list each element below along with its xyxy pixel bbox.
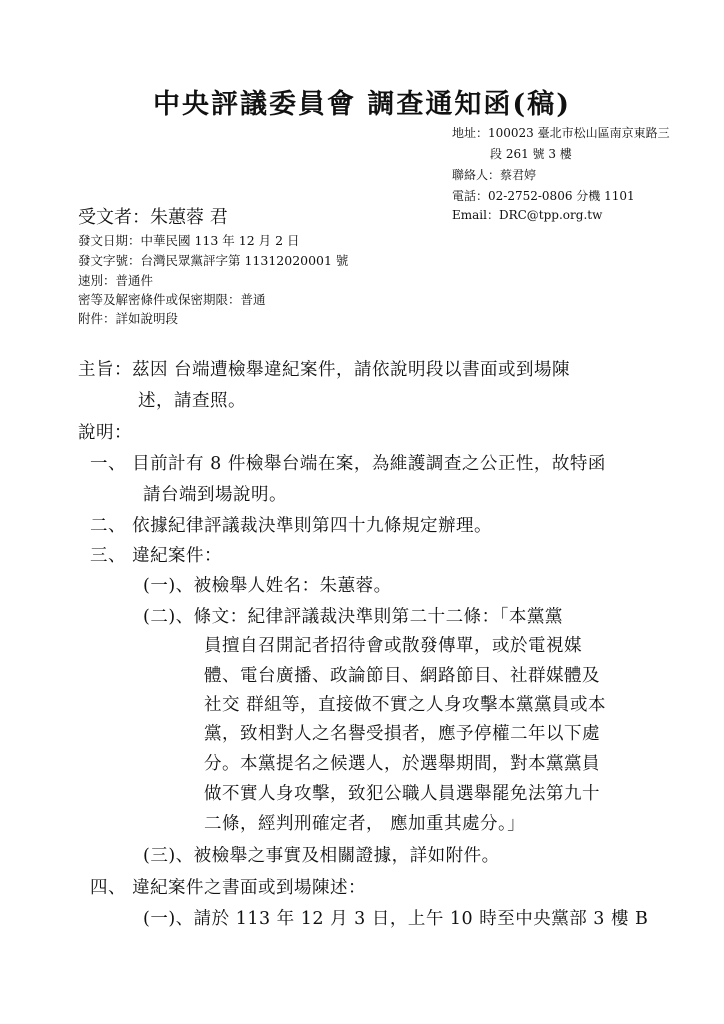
sender-phone: 電話：02-2752-0806 分機 1101 <box>452 189 635 203</box>
sender-address-line1: 地址：100023 臺北市松山區南京東路三 <box>452 126 670 140</box>
item-3-sub-2-line: 分。本黨提名之候選人，於選舉期間，對本黨黨員 <box>204 754 600 774</box>
item-3-sub-2-line: 黨，致相對人之名譽受損者，應予停權二年以下處 <box>204 724 600 744</box>
item-3-sub-2-line: 員擅自召開記者招待會或散發傳單，或於電視媒 <box>204 636 582 656</box>
document-number: 發文字號：台灣民眾黨評字第 11312020001 號 <box>78 253 349 268</box>
explanation-item-2: 二、 依據紀律評議裁決準則第四十九條規定辦理。 <box>90 516 493 536</box>
explanation-item-1-cont: 請台端到場說明。 <box>143 485 287 505</box>
item-3-sub-1: (一)、被檢舉人姓名：朱蕙蓉。 <box>143 576 392 596</box>
explanation-item-3: 三、 違紀案件： <box>90 546 223 566</box>
subject-line1: 主旨：茲因 台端遭檢舉違紀案件，請依說明段以書面或到場陳 <box>78 360 571 380</box>
delivery-speed: 速別：普通件 <box>78 273 154 288</box>
item-3-sub-2-line: 二條，經判刑確定者， 應加重其處分。」 <box>204 814 526 834</box>
explanation-heading: 說明： <box>78 423 132 443</box>
item-3-sub-2-line: 體、電台廣播、政論節目、網路節目、社群媒體及 <box>204 666 600 686</box>
subject-line2: 述，請查照。 <box>138 391 246 411</box>
issue-date: 發文日期：中華民國 113 年 12 月 2 日 <box>78 233 300 248</box>
explanation-item-1: 一、 目前計有 8 件檢舉台端在案，為維護調查之公正性，故特函 <box>90 454 606 474</box>
document-title: 中央評議委員會 調查通知函(稿) <box>153 89 571 120</box>
item-3-sub-2-line: 社交 群組等，直接做不實之人身攻擊本黨黨員或本 <box>204 695 607 715</box>
sender-contact: 聯絡人：蔡君婷 <box>452 168 537 182</box>
secrecy-level: 密等及解密條件或保密期限：普通 <box>78 292 266 307</box>
item-3-sub-3: (三)、被檢舉之事實及相關證據，詳如附件。 <box>143 846 500 866</box>
explanation-item-4: 四、 違紀案件之書面或到場陳述： <box>90 878 367 898</box>
sender-email: Email：DRC@tpp.org.tw <box>452 208 603 222</box>
item-3-sub-2-line: 做不實人身攻擊，致犯公職人員選舉罷免法第九十 <box>204 784 600 804</box>
recipient: 受文者：朱蕙蓉 君 <box>78 207 228 228</box>
attachment-note: 附件：詳如說明段 <box>78 311 179 326</box>
item-4-sub-1: (一)、請於 113 年 12 月 3 日，上午 10 時至中央黨部 3 樓 B <box>143 909 649 929</box>
item-3-sub-2-line: (二)、條文：紀律評議裁決準則第二十二條：「本黨黨 <box>143 607 563 627</box>
sender-address-line2: 段 261 號 3 樓 <box>490 147 572 161</box>
